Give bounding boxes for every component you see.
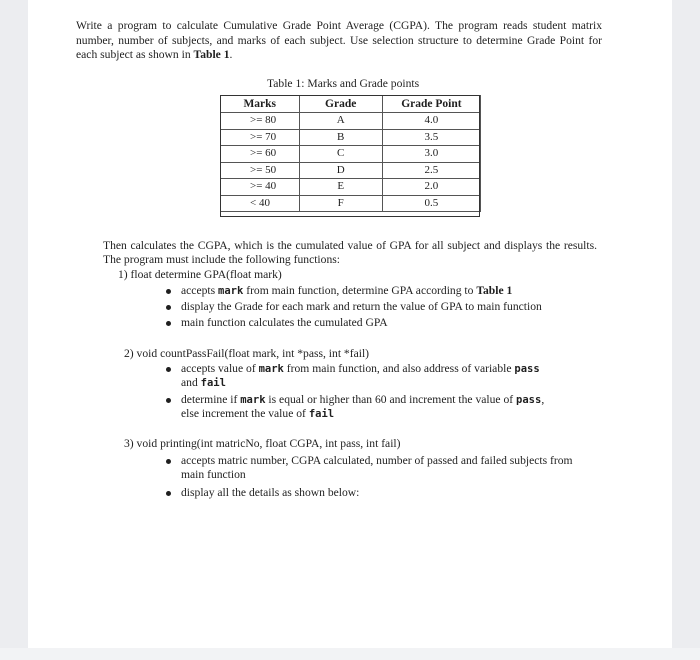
table-header-row: [221, 96, 481, 113]
list-item: [166, 300, 596, 314]
table-row: [221, 179, 481, 196]
list-item: [166, 284, 596, 298]
table-reference: Table 1: [193, 48, 230, 61]
code-text: pass: [516, 394, 542, 406]
table-caption: Table 1: Marks and Grade points: [267, 77, 420, 90]
table-row: [221, 162, 481, 179]
cell-marks: >= 50: [221, 162, 300, 179]
bullet-text: from main function, and also address of variable: [283, 362, 515, 375]
cell-grade: E: [299, 179, 382, 196]
bullet-text: is equal or higher than 60 and increment the value of: [265, 393, 517, 406]
grades-table: [220, 95, 481, 212]
bullet-icon: [166, 321, 171, 326]
bullet-text: from main function, determine GPA according to: [243, 284, 477, 297]
cell-marks: >= 70: [221, 129, 300, 146]
bullet-text: accepts value of: [181, 362, 259, 375]
cell-grade: D: [299, 162, 382, 179]
list-item: [166, 362, 598, 390]
intro-text: Write a program to calculate Cumulative Grade Point Average (CGPA). The program reads student matrix number, number of subjects, and marks of each subject. Use selection structure to determine Grade Point for each subject as shown in: [76, 19, 602, 61]
header-grade: Grade: [299, 96, 382, 113]
function-3-title: 3) void printing(int matricNo, float CGPA, int pass, int fail): [124, 437, 401, 450]
intro-period: .: [229, 48, 233, 61]
cell-marks: >= 60: [221, 146, 300, 163]
cell-grade: F: [299, 195, 382, 212]
cell-marks: >= 40: [221, 179, 300, 196]
cell-marks: >= 80: [221, 113, 300, 130]
function-2-title: 2) void countPassFail(float mark, int *pass, int *fail): [124, 347, 370, 360]
bullet-text: determine if: [181, 393, 241, 406]
page-bottom-edge: [0, 648, 700, 660]
bullet-text: accepts: [181, 284, 219, 297]
table-row: [221, 195, 481, 212]
bullet-icon: [166, 367, 171, 372]
cell-grade: C: [299, 146, 382, 163]
cell-grade-point: 3.5: [382, 129, 480, 146]
list-item: [166, 393, 598, 421]
function-1-bullets: [166, 284, 596, 332]
list-item: [166, 486, 598, 500]
cell-grade-point: 2.5: [382, 162, 480, 179]
bullet-text: display all the details as shown below:: [181, 486, 360, 499]
functions-intro-paragraph: Then calculates the CGPA, which is the cumulated value of GPA for all subject and displays the results. The program must include the following functions:: [103, 239, 597, 266]
cell-grade-point: 3.0: [382, 146, 480, 163]
bullet-icon: [166, 398, 171, 403]
table-row: [221, 129, 481, 146]
function-1-title: 1) float determine GPA(float mark): [118, 268, 282, 281]
bullet-text: ,: [541, 393, 545, 406]
code-text: mark: [218, 285, 244, 297]
table-row: [221, 146, 481, 163]
list-item: [166, 316, 596, 330]
bullet-icon: [166, 491, 171, 496]
cell-grade: B: [299, 129, 382, 146]
bullet-text: accepts matric number, CGPA calculated, number of passed and failed subjects from main function: [181, 454, 573, 481]
bullet-icon: [166, 305, 171, 310]
bullet-text: else increment the value of: [181, 407, 309, 420]
bullet-icon: [166, 459, 171, 464]
table-row: [221, 113, 481, 130]
code-text: mark: [240, 394, 266, 406]
bullet-text: display the Grade for each mark and return the value of GPA to main function: [181, 300, 542, 313]
bullet-text: main function calculates the cumulated GPA: [181, 316, 388, 329]
cell-grade-point: 0.5: [382, 195, 480, 212]
cell-marks: < 40: [221, 195, 300, 212]
bullet-icon: [166, 289, 171, 294]
code-text: fail: [308, 408, 335, 420]
header-marks: Marks: [221, 96, 300, 113]
cell-grade: A: [299, 113, 382, 130]
code-text: mark: [258, 363, 284, 375]
header-grade-point: Grade Point: [382, 96, 480, 113]
cell-grade-point: 4.0: [382, 113, 480, 130]
list-item: [166, 454, 598, 482]
intro-paragraph: [76, 19, 602, 63]
table-reference: Table 1: [476, 284, 513, 297]
bullet-text: and: [181, 376, 201, 389]
cell-grade-point: 2.0: [382, 179, 480, 196]
code-text: pass: [514, 363, 540, 375]
code-text: fail: [200, 377, 226, 389]
function-2-bullets: [166, 362, 598, 423]
function-3-bullets: [166, 454, 598, 502]
